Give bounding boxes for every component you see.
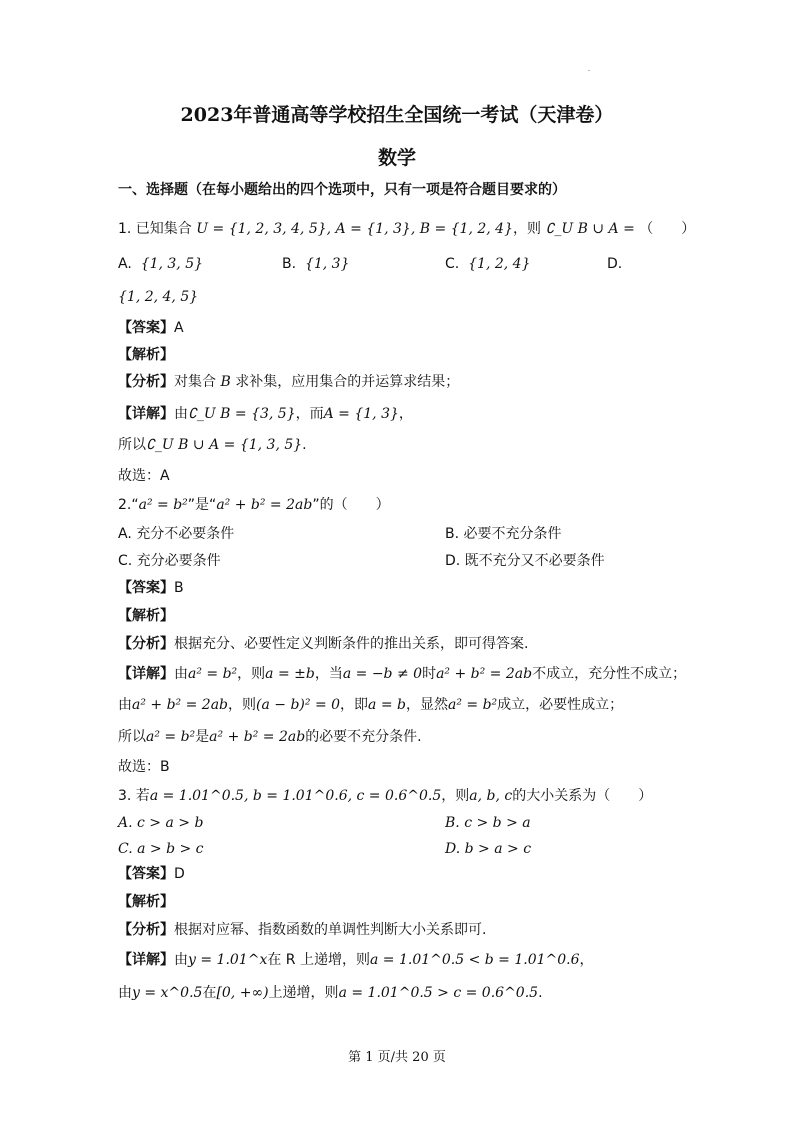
- q3-option-b: B. c > b > a: [445, 815, 531, 831]
- q2-option-c: C. 充分必要条件: [118, 553, 221, 569]
- section-heading: 一、选择题（在每小题给出的四个选项中，只有一项是符合题目要求的）: [118, 182, 566, 198]
- q3-analysis-tag: 【解析】: [118, 894, 174, 910]
- q2-option-a: A. 充分不必要条件: [118, 526, 235, 542]
- subject-title: 数学: [377, 147, 416, 169]
- q1-option-b: B. {1, 3}: [282, 256, 350, 272]
- scan-speck: [588, 70, 590, 71]
- q2-detail-3: 所以a² = b²是a² + b² = 2ab的必要不充分条件.: [118, 729, 422, 745]
- q1-option-d: {1, 2, 4, 5}: [118, 289, 199, 305]
- q1-conclusion: 所以∁_U B ∪ A = {1, 3, 5}.: [118, 437, 307, 453]
- q3-fenxi: 【分析】根据对应幂、指数函数的单调性判断大小关系即可.: [118, 922, 487, 938]
- q1-answer: 【答案】A: [118, 320, 184, 336]
- q2-answer: 【答案】B: [118, 580, 184, 596]
- q3-option-d: D. b > a > c: [445, 841, 532, 857]
- q1-complement: ∁_U B ∪ A =: [545, 221, 635, 237]
- q1-fenxi: 【分析】对集合 B 求补集，应用集合的并运算求结果；: [118, 374, 460, 390]
- q3-detail-2: 由y = x^0.5在[0, +∞)上递增，则a = 1.01^0.5 > c = 0.6^0.5.: [118, 985, 543, 1001]
- q3-stem: 3. 若a = 1.01^0.5, b = 1.01^0.6, c = 0.6^0.5，则a, b, c的大小关系为（ ）: [118, 788, 653, 804]
- q2-option-b: B. 必要不充分条件: [445, 526, 562, 542]
- q1-option-c: C. {1, 2, 4}: [445, 256, 531, 272]
- q2-option-d: D. 既不充分又不必要条件: [445, 553, 605, 569]
- q1-analysis-tag: 【解析】: [118, 347, 174, 363]
- q1-option-a: A. {1, 3, 5}: [118, 256, 204, 272]
- q1-detail: 【详解】由∁_U B = {3, 5}，而A = {1, 3}，: [118, 406, 413, 422]
- q2-choose: 故选：B: [118, 759, 170, 775]
- exam-title: 2023年普通高等学校招生全国统一考试（天津卷）: [180, 104, 614, 126]
- q2-analysis-tag: 【解析】: [118, 608, 174, 624]
- q1-option-d-label: D.: [607, 256, 623, 272]
- q2-fenxi: 【分析】根据充分、必要性定义判断条件的推出关系，即可得答案.: [118, 636, 529, 652]
- q2-stem: 2.“a² = b²”是“a² + b² = 2ab”的（ ）: [118, 497, 390, 513]
- q3-option-a: A. c > a > b: [118, 815, 204, 831]
- q1-stem: 1. 已知集合 U = {1, 2, 3, 4, 5}, A = {1, 3}, B = {1, 2, 4}，则 ∁_U B ∪ A = （ ）: [118, 221, 696, 237]
- q2-detail-1: 【详解】由a² = b²，则a = ±b，当a = −b ≠ 0时a² + b² = 2ab不成立，充分性不成立；: [118, 666, 687, 682]
- q1-choose: 故选：A: [118, 468, 170, 484]
- page-footer: 第 1 页/共 20 页: [348, 1050, 446, 1065]
- q2-detail-2: 由a² + b² = 2ab，则(a − b)² = 0，即a = b，显然a² = b²成立，必要性成立；: [118, 697, 624, 713]
- q3-detail-1: 【详解】由y = 1.01^x在 R 上递增，则a = 1.01^0.5 < b = 1.01^0.6，: [118, 952, 594, 968]
- q3-answer: 【答案】D: [118, 866, 185, 882]
- q1-sets: U = {1, 2, 3, 4, 5}, A = {1, 3}, B = {1, 2, 4}: [196, 221, 513, 237]
- q3-option-c: C. a > b > c: [118, 841, 204, 857]
